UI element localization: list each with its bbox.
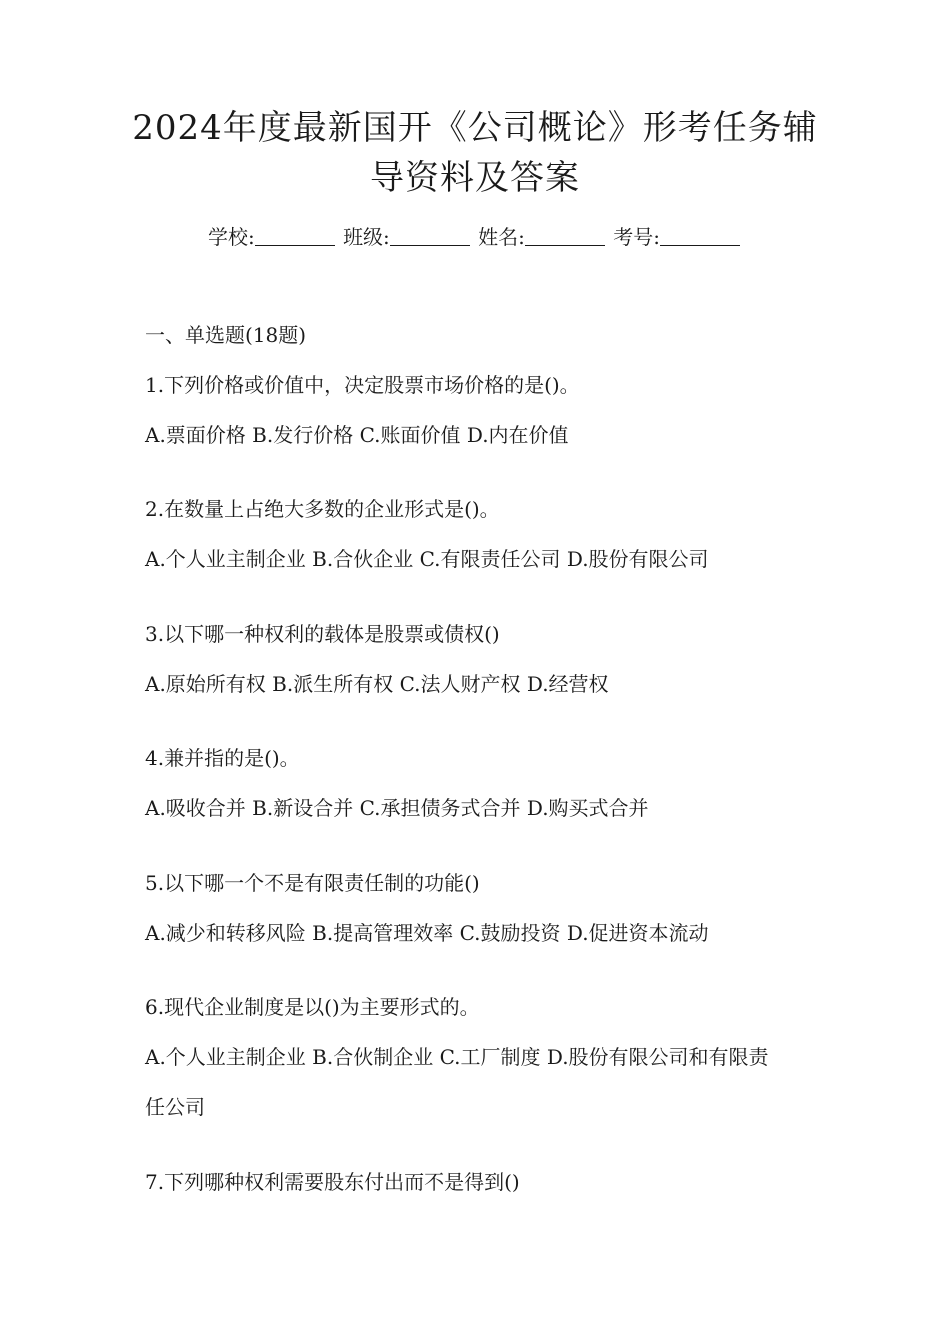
school-label: 学校: — [207, 225, 255, 249]
question-6-options-continued: 任公司 — [145, 1095, 205, 1119]
question-6-options: A.个人业主制企业 B.合伙制企业 C.工厂制度 D.股份有限公司和有限责 — [145, 1045, 769, 1069]
document-title-line-1: 2024年度最新国开《公司概论》形考任务辅 — [132, 108, 818, 148]
school-blank — [255, 225, 335, 246]
question-4-options: A.吸收合并 B.新设合并 C.承担债务式合并 D.购买式合并 — [145, 796, 649, 820]
exam-number-label: 考号: — [613, 225, 661, 249]
question-3-options: A.原始所有权 B.派生所有权 C.法人财产权 D.经营权 — [145, 672, 609, 696]
question-6-text: 6.现代企业制度是以()为主要形式的。 — [145, 995, 480, 1019]
section-heading: 一、单选题(18题) — [145, 323, 307, 347]
name-blank — [525, 225, 605, 246]
question-2-options: A.个人业主制企业 B.合伙企业 C.有限责任公司 D.股份有限公司 — [145, 547, 709, 571]
question-1-text: 1.下列价格或价值中，决定股票市场价格的是()。 — [145, 373, 580, 397]
question-7-text: 7.下列哪种权利需要股东付出而不是得到() — [145, 1170, 520, 1194]
class-label: 班级: — [343, 225, 390, 249]
name-label: 姓名: — [478, 225, 525, 249]
exam-number-blank — [660, 225, 740, 246]
question-5-options: A.减少和转移风险 B.提高管理效率 C.鼓励投资 D.促进资本流动 — [145, 921, 709, 945]
question-2-text: 2.在数量上占绝大多数的企业形式是()。 — [145, 497, 500, 521]
question-1-options: A.票面价格 B.发行价格 C.账面价值 D.内在价值 — [145, 423, 569, 447]
document-title-line-2: 导资料及答案 — [370, 158, 580, 198]
class-blank — [390, 225, 470, 246]
question-4-text: 4.兼并指的是()。 — [145, 746, 300, 770]
question-3-text: 3.以下哪一种权利的载体是股票或债权() — [145, 622, 500, 646]
student-info-row — [0, 222, 950, 252]
question-5-text: 5.以下哪一个不是有限责任制的功能() — [145, 871, 480, 895]
